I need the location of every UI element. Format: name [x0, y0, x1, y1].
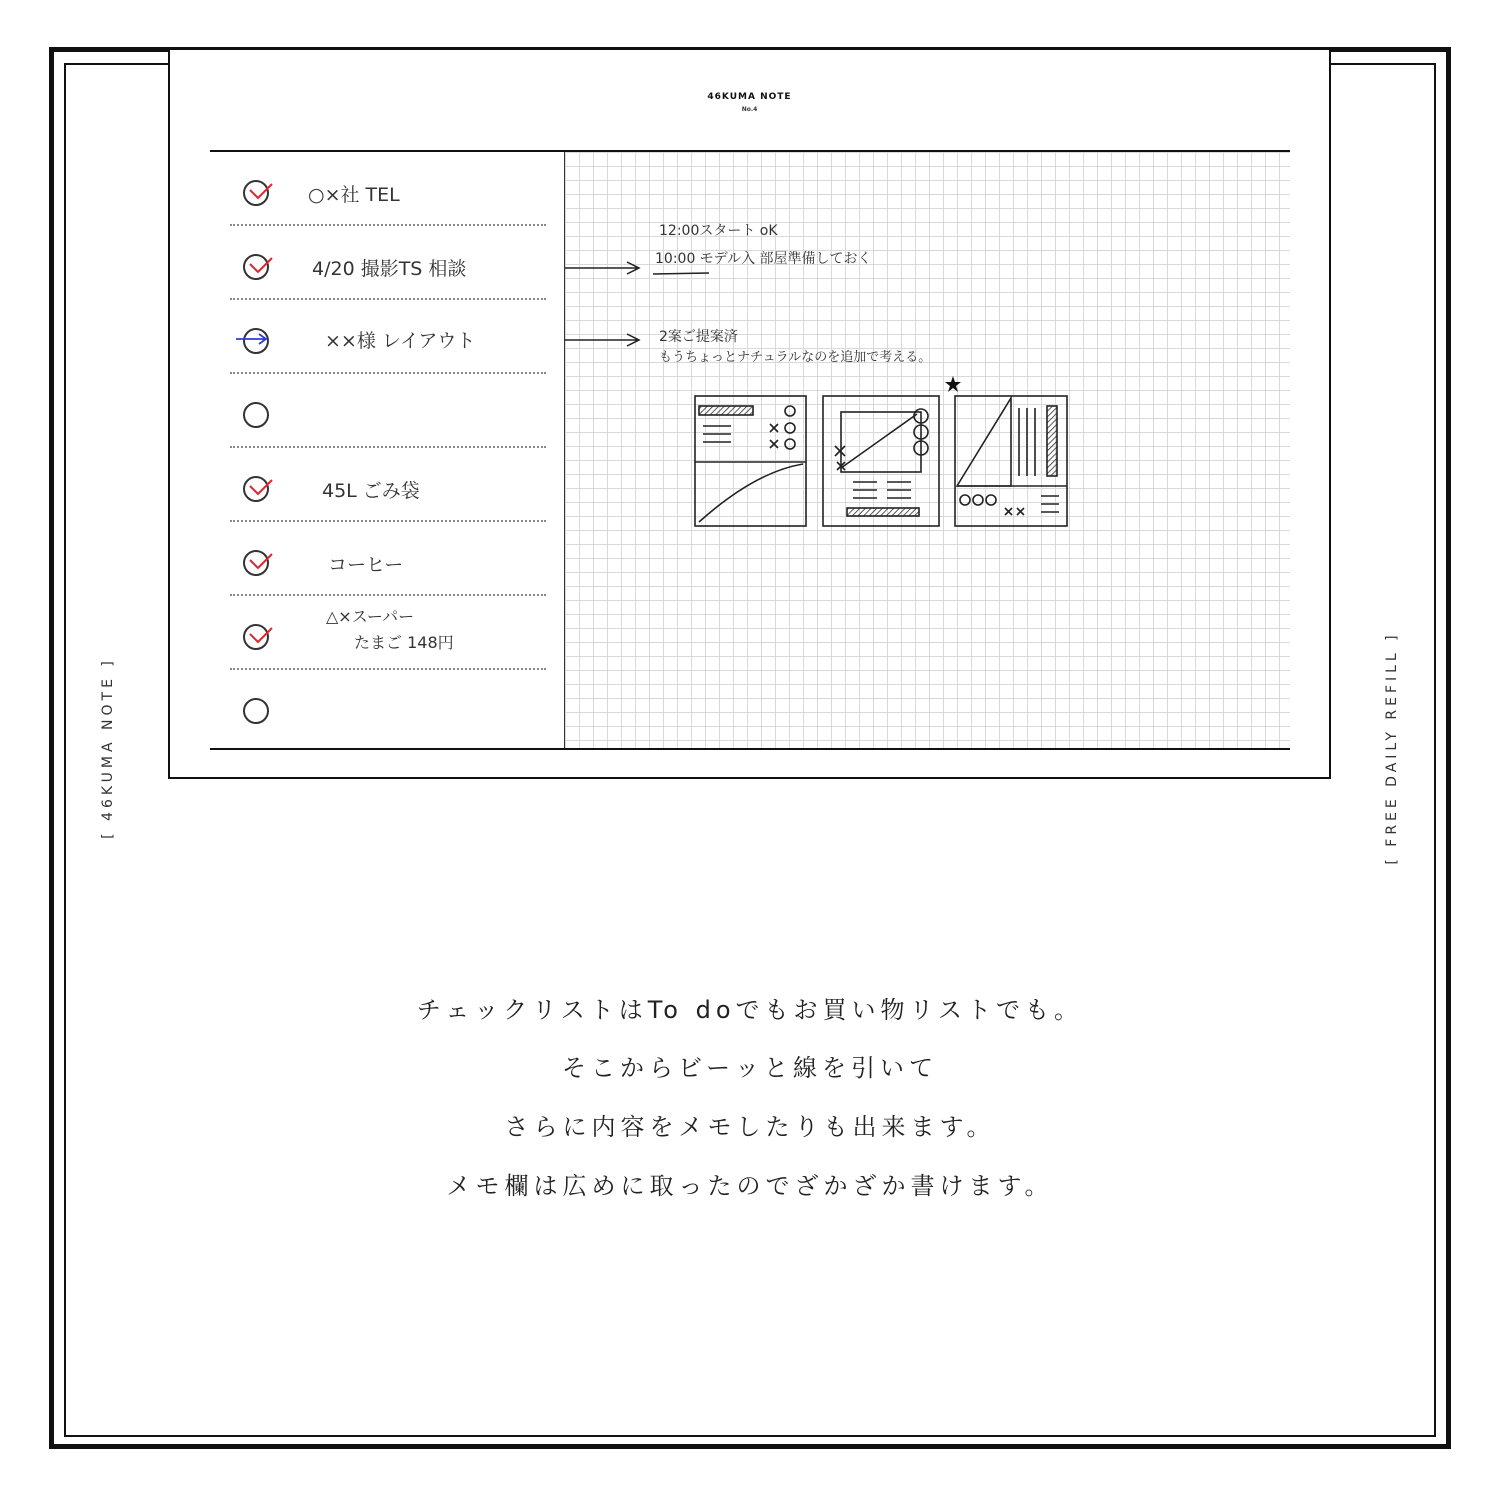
caption-line-4: メモ欄は広めに取ったのでざかざか書けます。	[446, 1172, 1054, 1200]
checklist-item-text: △×スーパー	[326, 607, 415, 626]
memo-line: もうちょっとナチュラルなのを追加で考える。	[659, 350, 932, 365]
checklist-column	[210, 152, 565, 748]
check-circle-empty-icon[interactable]	[243, 402, 269, 428]
checklist-item-text: 4/20 撮影TS 相談	[312, 258, 467, 280]
checklist-row	[230, 226, 546, 300]
memo-line: 10:00 モデル入 部屋準備しておく	[655, 251, 872, 267]
memo-line: 2案ご提案済	[659, 329, 738, 345]
checklist-row	[230, 522, 546, 596]
side-label-left: [ 46KUMA NOTE ]	[100, 657, 116, 839]
star-icon	[945, 376, 961, 392]
caption-line-1: チェックリストはTo doでもお買い物リストでも。	[416, 996, 1084, 1024]
migrate-arrow-icon	[234, 332, 270, 346]
checklist-item-text: 45L ごみ袋	[322, 480, 420, 502]
caption-line-2: そこからビーッと線を引いて	[561, 1054, 939, 1082]
layout-sketch-3	[955, 396, 1067, 526]
checklist-item-text: ××様 レイアウト	[325, 330, 476, 352]
memo-grid	[565, 152, 1290, 748]
checklist-row	[230, 300, 546, 374]
side-label-right: [ FREE DAILY REFILL ]	[1384, 631, 1400, 865]
layout-sketch-1	[695, 396, 806, 526]
check-mark-icon	[248, 552, 274, 572]
checklist-row	[230, 596, 546, 670]
link-arrow-icon	[565, 334, 639, 346]
checklist-item-subtext: たまご 148円	[354, 633, 454, 652]
check-mark-icon	[248, 626, 274, 646]
memo-drawing	[565, 152, 1291, 748]
brand-number: No.4	[741, 106, 758, 113]
checklist-row	[230, 374, 546, 448]
checklist-item-text: コーヒー	[328, 554, 404, 576]
note-sheet	[168, 50, 1331, 779]
checklist-row	[230, 152, 546, 226]
checklist-item-text: ○×社 TEL	[308, 184, 400, 206]
check-mark-icon	[248, 182, 274, 202]
layout-sketch-2	[823, 396, 939, 526]
link-arrow-icon	[565, 262, 639, 274]
check-mark-icon	[248, 256, 274, 276]
brand-title: 46KUMA NOTE	[707, 92, 792, 102]
caption-line-3: さらに内容をメモしたりも出来ます。	[504, 1113, 996, 1141]
check-mark-icon	[248, 478, 274, 498]
memo-line: 12:00スタート oK	[659, 223, 778, 239]
check-circle-empty-icon[interactable]	[243, 698, 269, 724]
checklist-row	[230, 448, 546, 522]
underline-stroke	[653, 273, 709, 274]
note-area	[210, 150, 1290, 750]
checklist-row	[230, 670, 546, 744]
